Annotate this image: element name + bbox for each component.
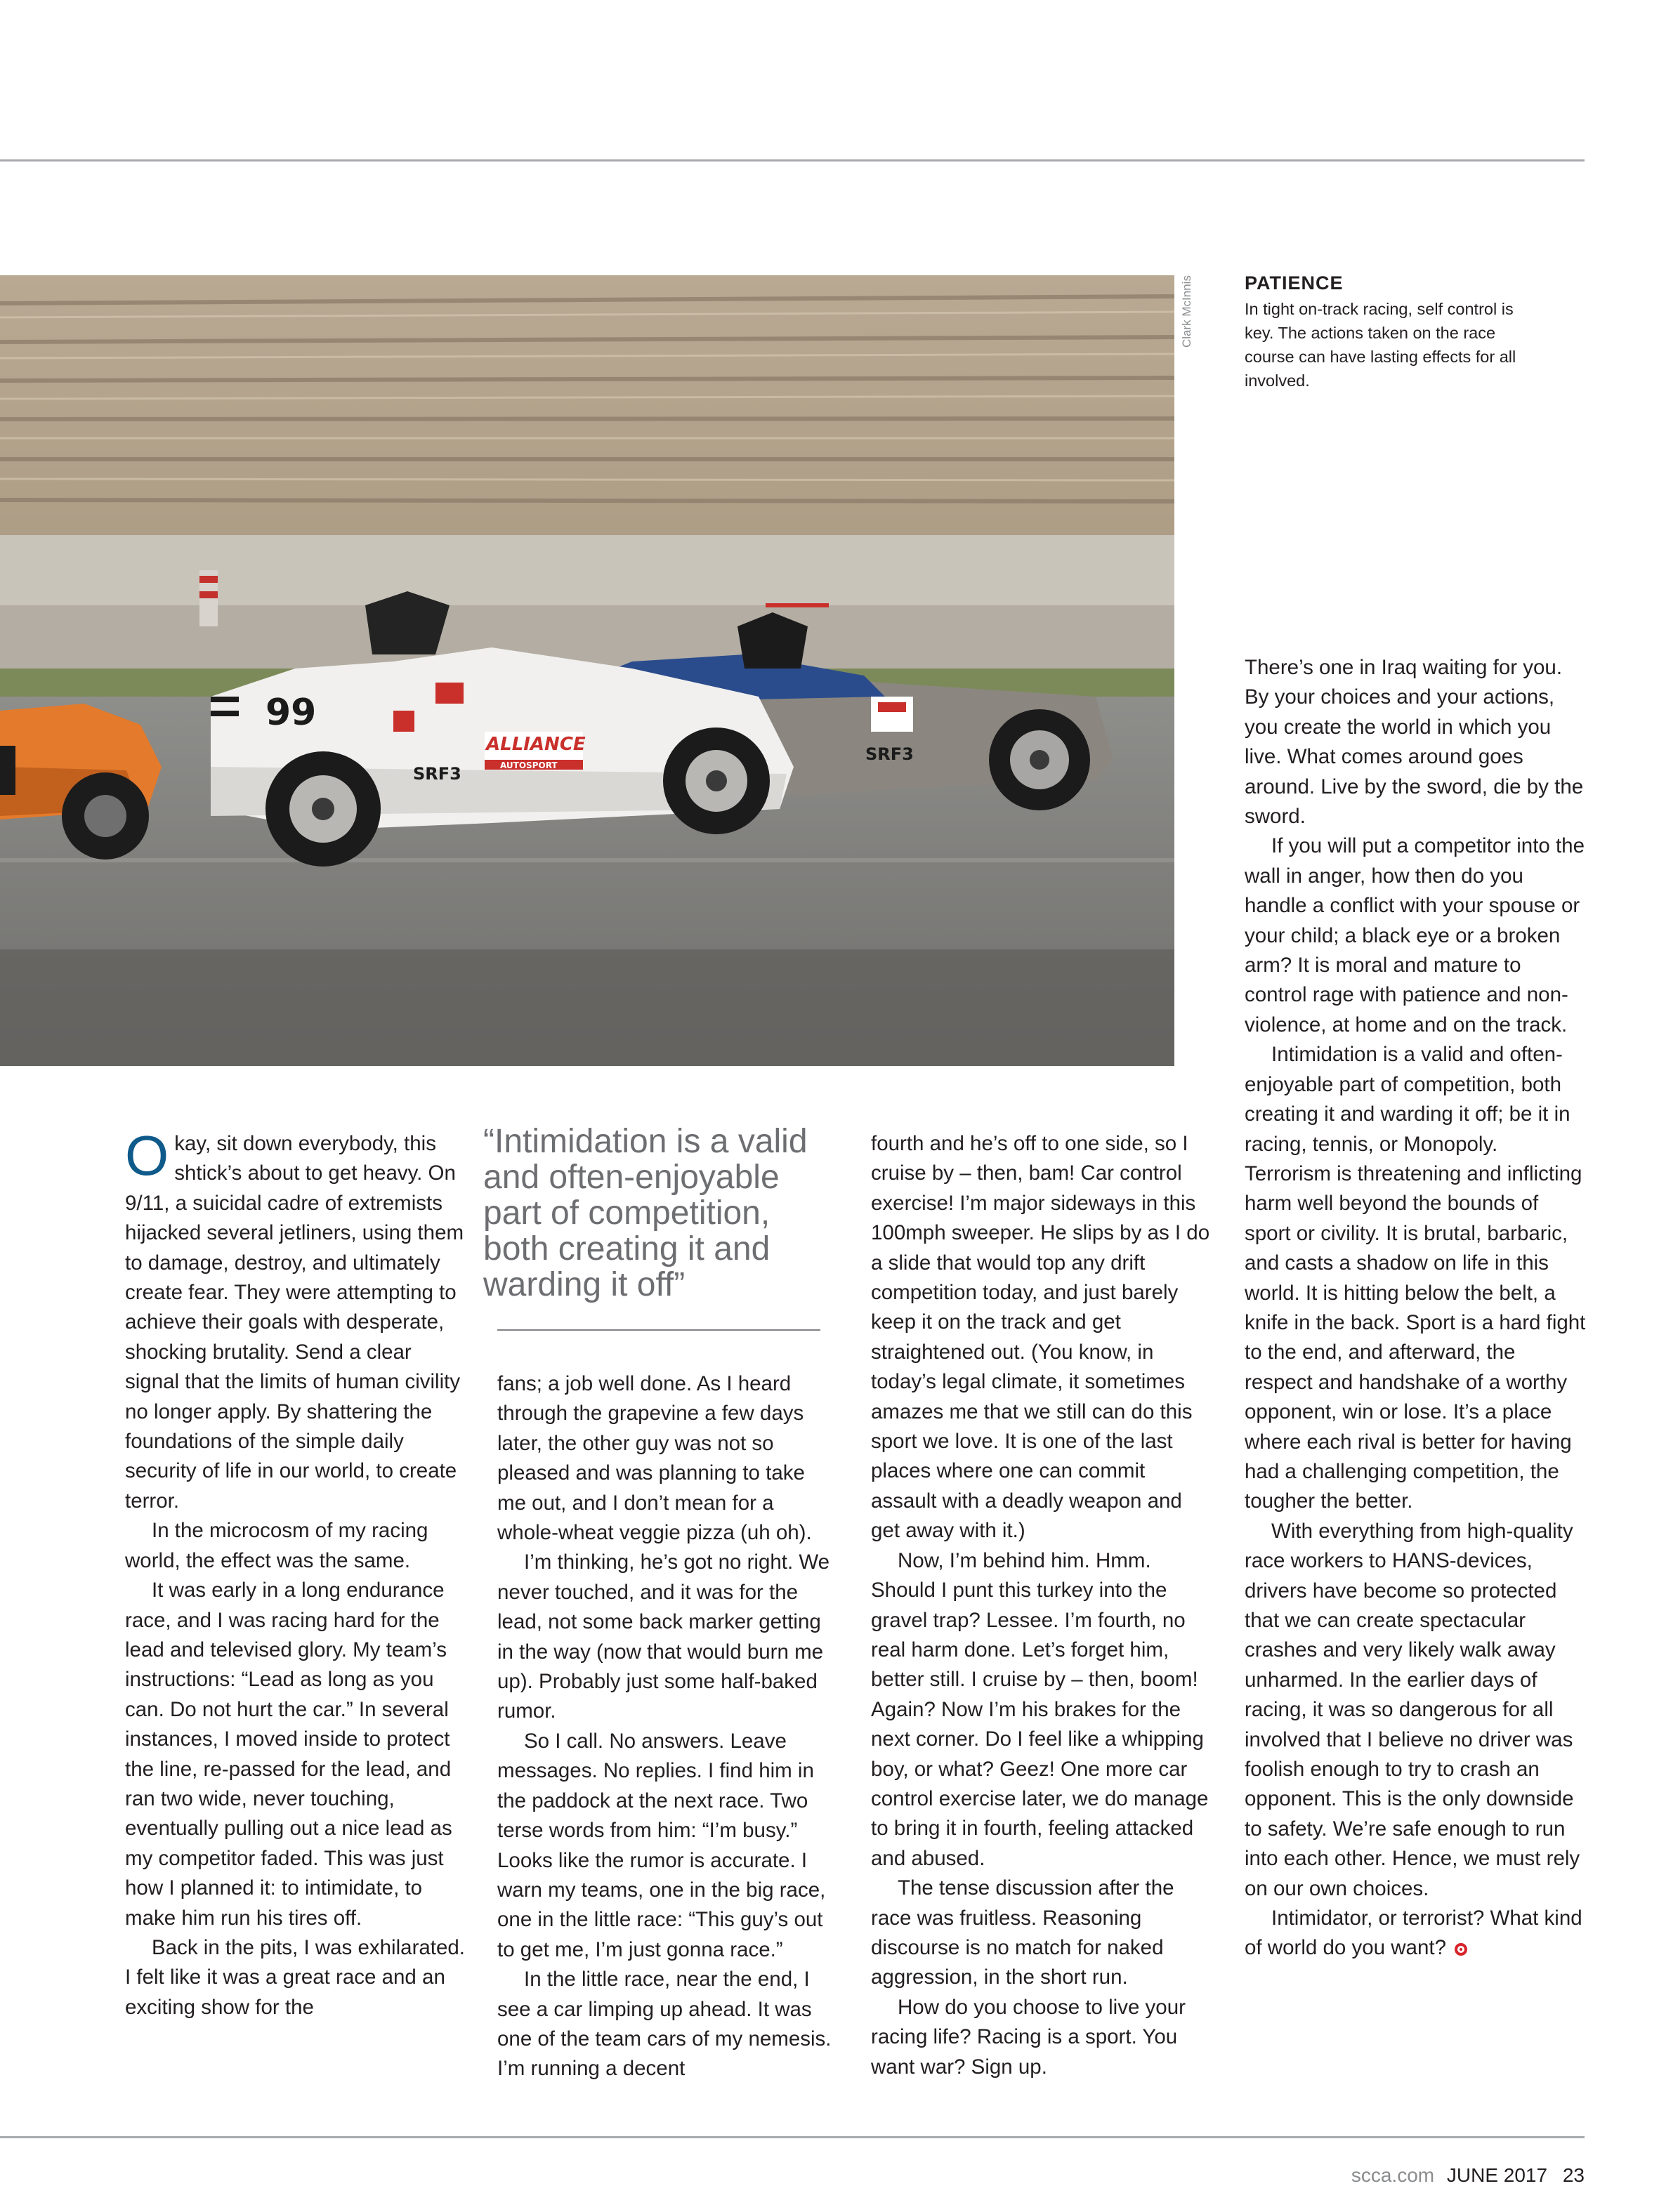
car2-class-label: SRF3 [865,744,914,764]
article-paragraph: In the little race, near the end, I see a car limping up ahead. It was one of the team cars of my nemesis. I’m running a decent [497,1968,832,2081]
caption-title: PATIENCE [1245,272,1344,294]
article-paragraph [125,1124,466,1516]
article-paragraph: If you will put a competitor into the wall in anger, how then do you handle a conflict with your spouse or your child; a black eye or a broken arm? It is moral and mature to control rage with patience and non-violence, at home and on the track. [1245,834,1585,1036]
article-paragraph: Back in the pits, I was exhilarated. I felt like it was a great race and an exciting show for the [125,1935,466,2019]
car-sponsor-autosport: AUTOSPORT [500,761,558,770]
car-sponsor-alliance: ALLIANCE [486,734,586,755]
page-number: 23 [1562,2164,1585,2186]
article-column-3 [871,1129,1212,2082]
article-column-2 [497,1369,839,2084]
article-paragraph: There’s one in Iraq waiting for you. By your choices and your actions, you create the world in which you live. What comes around goes around. Live by the sword, die by the sword. [1245,656,1584,829]
pull-quote-text: Intimidation is a valid and often-enjoyable part of competition, both creating it and warding it off [483,1123,808,1303]
top-rule [0,159,1585,162]
bottom-rule [0,2136,1585,2138]
article-paragraph: I’m thinking, he’s got no right. We never touched, and it was for the lead, not some back marker getting in the way (now that would burn me up). Probably just some half-baked rumor. [497,1551,830,1723]
pull-quote [483,1124,820,1303]
article-paragraph: Now, I’m behind him. Hmm. Should I punt this turkey into the gravel trap? Lessee. I’m fourth, no real harm done. Let’s forget him, better still. I cruise by – then, boom! Again? Now I’m his brakes for the next corner. Do I feel like a whipping boy, or what? Geez! One more car control exercise later, we do manage to bring it in fourth, feeling attacked and abused. [871,1548,1209,1870]
article-paragraph: Intimidation is a valid and often-enjoyable part of competition, both creating it and warding it off; be it in racing, tennis, or Monopoly. Terrorism is threatening and inflicting harm well beyond the bounds of sport or civility. It is brutal, barbaric, and casts a shadow on life in this world. It is hitting below the belt, a knife in the back. Sport is a hard fight to the end, and afterward, the respect and handshake of a worthy opponent, win or lose. It’s a place where each rival is better for having had a challenging competition, the tougher the better. [1245,1043,1586,1513]
pull-quote-close: ” [674,1266,686,1303]
pull-quote-rule [497,1329,820,1331]
article-paragraph: It was early in a long endurance race, and I was racing hard for the lead and televised glory. My team’s instructions: “Lead as long as you can. Do not hurt the car.” In several instances, I moved inside to protect the line, re-passed for the lead, and ran two wide, never touching, eventually pulling out a nice lead as my competitor faded. This was just how I planned it: to intimidate, to make him run his tires off. [125,1579,452,1930]
article-paragraph [1245,1904,1586,1963]
article-final-sentence: Intimidator, or terrorist? What kind of world do you want? [1245,1907,1582,1960]
end-mark-icon [1455,1943,1467,1956]
footer-site: scca.com [1351,2164,1435,2186]
pull-quote-open: “ [483,1123,494,1160]
caption-body: In tight on-track racing, self control is key. The actions taken on the race course can have lasting effects for all involved. [1245,300,1516,390]
page-footer [1351,2164,1585,2187]
article-column-1 [125,1124,466,2022]
car1-class-label: SRF3 [413,764,461,784]
article-paragraph: How do you choose to live your racing life? Racing is a sport. You want war? Sign up. [871,1995,1186,2079]
article-paragraph: The tense discussion after the race was fruitless. Reasoning discourse is no match for naked aggression, in the short run. [871,1876,1174,1989]
article-paragraph-text: kay, sit down everybody, this shtick’s about to get heavy. On 9/11, a suicidal cadre of extremists hijacked several jetliners, using them to damage, destroy, and ultimately create fear. They were attempting to achieve their goals with desperate, shocking brutality. Send a clear signal that the limits of human civility no longer apply. By shattering the foundations of the simple daily security of life in our world, to create terror. [125,1132,464,1513]
article-paragraph: fans; a job well done. As I heard through the grapevine a few days later, the other guy was not so pleased and was planning to take me out, and I don’t mean for a whole-wheat veggie pizza (uh oh). [497,1372,812,1545]
photo-credit: Clark McInnis [1180,275,1193,348]
drop-cap: O [125,1124,169,1187]
race-photo [0,275,1174,1066]
article-paragraph: With everything from high-quality race workers to HANS-devices, drivers have become so protected that we can create spectacular crashes and very likely walk away unharmed. In the earlier days of racing, it was so dangerous for all involved that I believe no driver was foolish enough to try to crash an opponent. This is the only downside to safety. We’re safe enough to run into each other. Hence, we must rely on our own choices. [1245,1519,1580,1900]
footer-date: JUNE 2017 [1446,2164,1548,2186]
car-number-99: 99 [265,692,317,734]
article-paragraph: So I call. No answers. Leave messages. No replies. I find him in the paddock at the next race. Two terse words from him: “I’m busy.” Looks like the rumor is accurate. I warn my teams, one in the big race, one in the little race: “This guy’s out to get me, I’m just gonna race.” [497,1729,826,1961]
article-column-4 [1245,653,1586,1963]
photo-caption [1245,272,1540,393]
article-paragraph: In the microcosm of my racing world, the effect was the same. [125,1519,428,1572]
article-paragraph: fourth and he’s off to one side, so I cruise by – then, bam! Car control exercise! I’m major sideways in this 100mph sweeper. He slips by as I do a slide that would top any drift competition today, and just barely keep it on the track and get straightened out. (You know, in today’s legal climate, it sometimes amazes me that we still can do this sport we love. It is one of the last places where one can commit assault with a deadly weapon and get away with it.) [871,1132,1210,1543]
